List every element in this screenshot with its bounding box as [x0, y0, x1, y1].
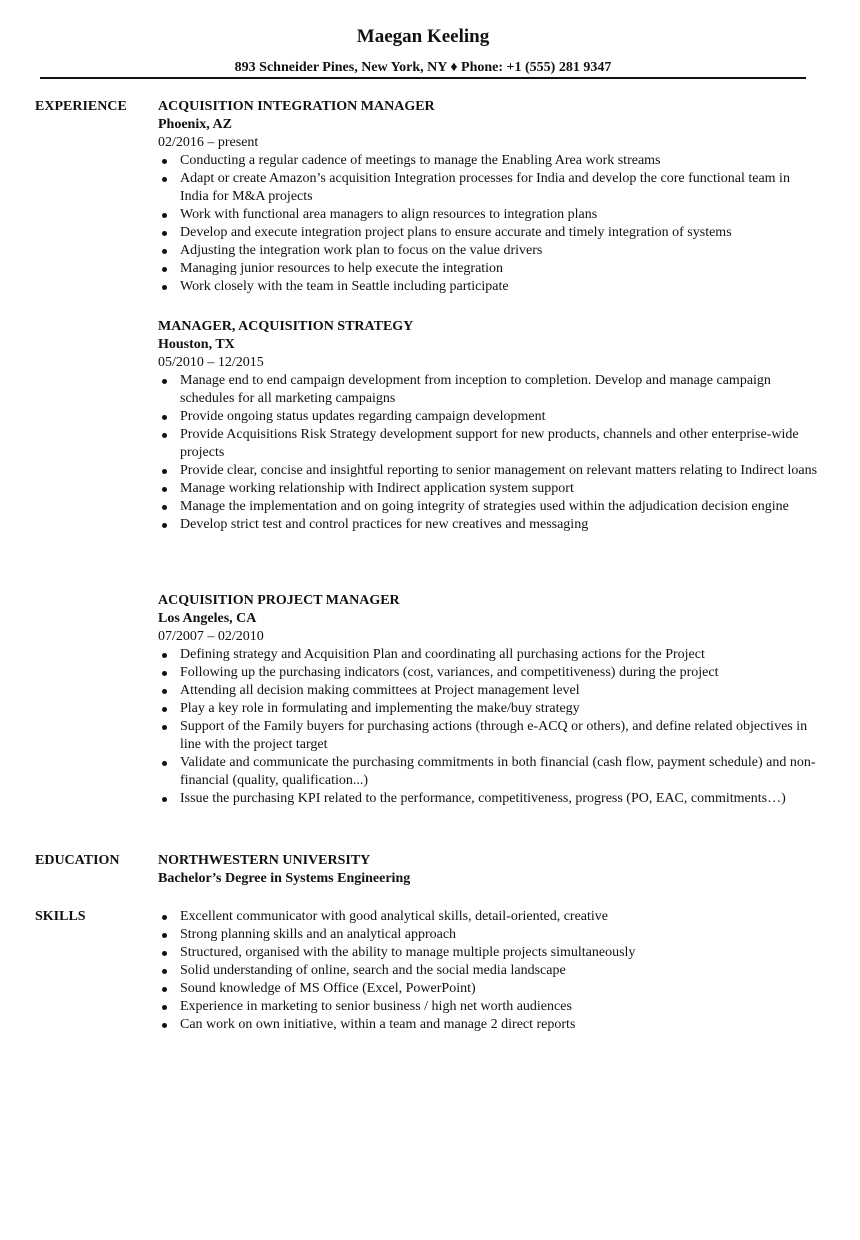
list-item: Managing junior resources to help execute the integration	[158, 260, 818, 278]
list-item: Provide ongoing status updates regarding campaign development	[158, 408, 818, 426]
section-label-skills: SKILLS	[35, 909, 86, 924]
list-item: Issue the purchasing KPI related to the performance, competitiveness, progress (PO, EAC, commitments…)	[158, 790, 818, 808]
list-item: Validate and communicate the purchasing commitments in both financial (cash flow, payment schedule) and non-financial (quality, qualification...)	[158, 754, 818, 790]
list-item: Sound knowledge of MS Office (Excel, PowerPoint)	[158, 980, 818, 998]
job-dates: 02/2016 – present	[158, 135, 259, 150]
skills-entry	[158, 908, 818, 1034]
list-item: Work with functional area managers to align resources to integration plans	[158, 206, 818, 224]
job-location: Houston, TX	[158, 337, 235, 352]
list-item: Provide clear, concise and insightful reporting to senior management on relevant matters relating to Indirect loans	[158, 462, 818, 480]
job-location: Los Angeles, CA	[158, 611, 257, 626]
section-label-experience: EXPERIENCE	[35, 99, 127, 114]
job-entry	[158, 318, 818, 534]
list-item: Adapt or create Amazon’s acquisition Integration processes for India and develop the core functional team in India for M&A projects	[158, 170, 818, 206]
list-item: Experience in marketing to senior business / high net worth audiences	[158, 998, 818, 1016]
list-item: Work closely with the team in Seattle including participate	[158, 278, 818, 296]
job-entry	[158, 592, 818, 808]
list-item: Defining strategy and Acquisition Plan and coordinating all purchasing actions for the Project	[158, 646, 818, 664]
job-dates: 05/2010 – 12/2015	[158, 355, 264, 370]
list-item: Attending all decision making committees at Project management level	[158, 682, 818, 700]
contact-line: 893 Schneider Pines, New York, NY ♦ Phone: +1 (555) 281 9347	[234, 60, 612, 75]
list-item: Play a key role in formulating and implementing the make/buy strategy	[158, 700, 818, 718]
list-item: Develop and execute integration project plans to ensure accurate and timely integration of systems	[158, 224, 818, 242]
job-title: MANAGER, ACQUISITION STRATEGY	[158, 319, 414, 334]
list-item: Manage the implementation and on going integrity of strategies used within the adjudication decision engine	[158, 498, 818, 516]
list-item: Structured, organised with the ability to manage multiple projects simultaneously	[158, 944, 818, 962]
job-title: ACQUISITION INTEGRATION MANAGER	[158, 99, 435, 114]
header-divider	[40, 77, 806, 79]
list-item: Excellent communicator with good analytical skills, detail-oriented, creative	[158, 908, 818, 926]
list-item: Conducting a regular cadence of meetings to manage the Enabling Area work streams	[158, 152, 818, 170]
job-bullets	[158, 372, 818, 534]
list-item: Provide Acquisitions Risk Strategy development support for new products, channels and other enterprise-wide projects	[158, 426, 818, 462]
degree: Bachelor’s Degree in Systems Engineering	[158, 871, 411, 886]
section-label-education: EDUCATION	[35, 853, 120, 868]
list-item: Manage end to end campaign development from inception to completion. Develop and manage campaign schedules for all marketing campaigns	[158, 372, 818, 408]
job-dates: 07/2007 – 02/2010	[158, 629, 264, 644]
job-location: Phoenix, AZ	[158, 117, 232, 132]
list-item: Adjusting the integration work plan to focus on the value drivers	[158, 242, 818, 260]
education-entry	[158, 852, 818, 888]
school-name: NORTHWESTERN UNIVERSITY	[158, 853, 371, 868]
list-item: Manage working relationship with Indirect application system support	[158, 480, 818, 498]
list-item: Solid understanding of online, search and the social media landscape	[158, 962, 818, 980]
job-bullets	[158, 646, 818, 808]
list-item: Following up the purchasing indicators (cost, variances, and competitiveness) during the project	[158, 664, 818, 682]
candidate-name: Maegan Keeling	[356, 26, 490, 47]
list-item: Support of the Family buyers for purchasing actions (through e-ACQ or others), and define related objectives in line with the project target	[158, 718, 818, 754]
list-item: Strong planning skills and an analytical approach	[158, 926, 818, 944]
job-entry	[158, 98, 818, 296]
job-title: ACQUISITION PROJECT MANAGER	[158, 593, 400, 608]
job-bullets	[158, 152, 818, 296]
list-item: Can work on own initiative, within a team and manage 2 direct reports	[158, 1016, 818, 1034]
list-item: Develop strict test and control practices for new creatives and messaging	[158, 516, 818, 534]
skills-list	[158, 908, 818, 1034]
